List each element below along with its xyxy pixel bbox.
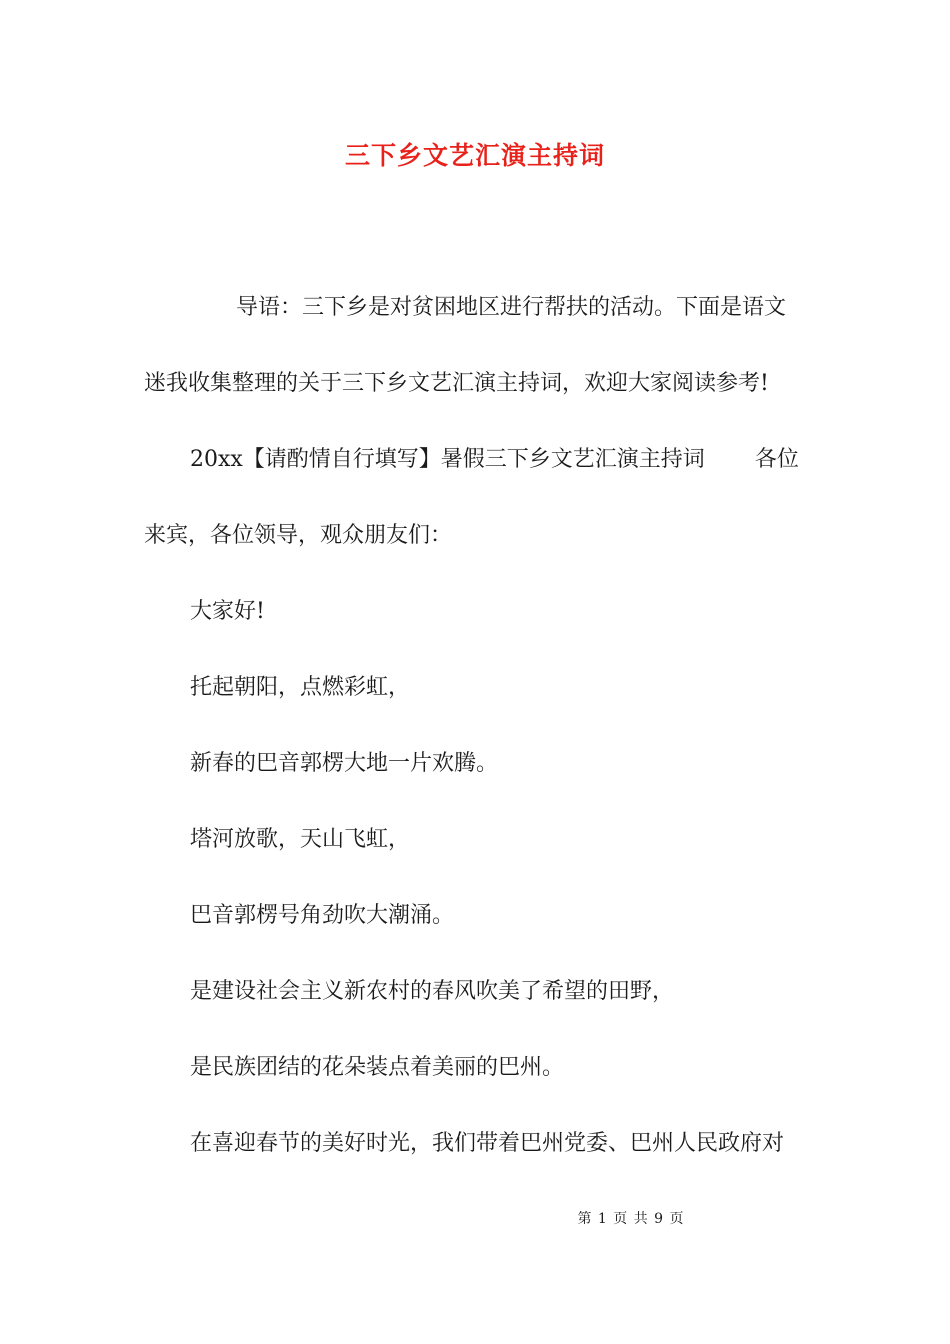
paragraph-line <box>144 574 808 650</box>
paragraph-line <box>144 954 808 1030</box>
paragraph-text: 是建设社会主义新农村的春风吹美了希望的田野， <box>190 979 675 1004</box>
paragraph-text: 20xx【请酌情自行填写】暑假三下乡文艺汇演主持词 <box>190 447 705 472</box>
paragraph-text: 托起朝阳，点燃彩虹， <box>190 675 411 700</box>
paragraph-line <box>144 422 808 498</box>
document-title: 三下乡文艺汇演主持词 <box>344 141 605 170</box>
paragraph-line <box>144 802 808 878</box>
page-number: 第 1 页 共 9 页 <box>577 1211 685 1227</box>
paragraph-line <box>144 1106 808 1182</box>
paragraph-line <box>144 1030 808 1106</box>
document-body <box>144 270 808 1182</box>
paragraph-text: 大家好! <box>190 599 265 624</box>
paragraph-line <box>144 346 808 422</box>
paragraph-text: 是民族团结的花朵装点着美丽的巴州。 <box>190 1055 565 1080</box>
paragraph-text: 巴音郭楞号角劲吹大潮涌。 <box>190 903 455 928</box>
page-footer <box>0 1208 950 1228</box>
paragraph-text: 迷我收集整理的关于三下乡文艺汇演主持词，欢迎大家阅读参考! <box>144 371 769 396</box>
paragraph-text: 导语：三下乡是对贫困地区进行帮扶的活动。下面是语文 <box>236 295 787 320</box>
paragraph-text: 各位 <box>754 447 799 472</box>
paragraph-line <box>144 270 808 346</box>
paragraph-line <box>144 878 808 954</box>
paragraph-text: 来宾，各位领导，观众朋友们： <box>144 523 453 548</box>
paragraph-line <box>144 650 808 726</box>
paragraph-line <box>144 726 808 802</box>
paragraph-text: 新春的巴音郭楞大地一片欢腾。 <box>190 751 499 776</box>
paragraph-line <box>144 498 808 574</box>
paragraph-text: 在喜迎春节的美好时光，我们带着巴州党委、巴州人民政府对 <box>190 1131 785 1156</box>
paragraph-text: 塔河放歌，天山飞虹， <box>190 827 411 852</box>
